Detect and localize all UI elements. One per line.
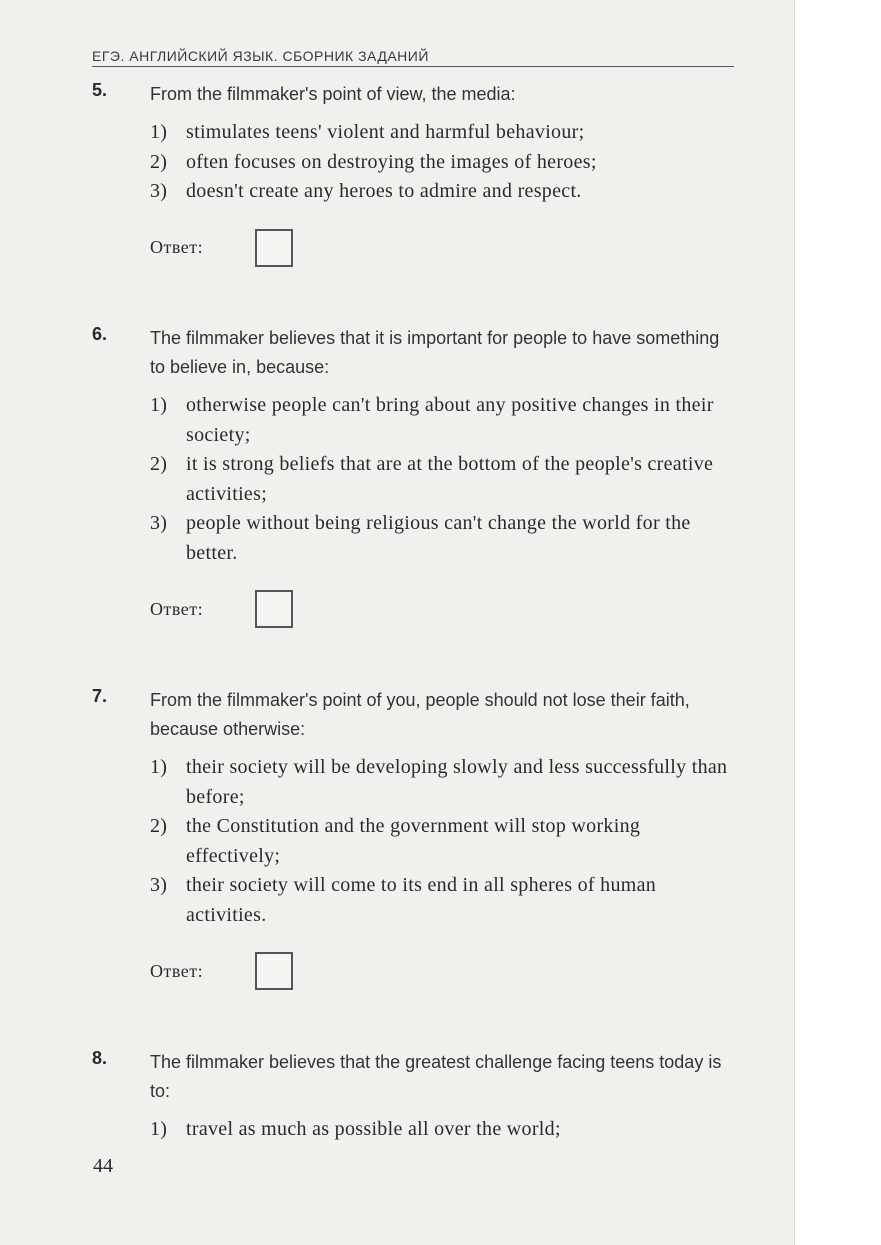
options-list: [150, 1115, 736, 1145]
answer-row: [150, 952, 736, 990]
question-8: [92, 1048, 736, 1145]
running-header: ЕГЭ. АНГЛИЙСКИЙ ЯЗЫК. СБОРНИК ЗАДАНИЙ: [92, 48, 734, 67]
question-text: From the filmmaker's point of you, people should not lose their faith, because otherwise:: [150, 690, 690, 739]
option-number: 3): [150, 180, 168, 202]
answer-label: Ответ:: [150, 237, 204, 257]
answer-row: [150, 590, 736, 628]
question-6: [92, 324, 736, 628]
option-2: [150, 450, 736, 509]
option-number: 1): [150, 121, 168, 143]
question-text: The filmmaker believes that it is important for people to have something to believe in, because:: [150, 328, 720, 377]
question-number: 7.: [92, 686, 108, 706]
option-1: [150, 391, 736, 450]
option-3: [150, 177, 736, 207]
question-text: From the filmmaker's point of view, the media:: [150, 84, 516, 104]
answer-row: [150, 229, 736, 267]
option-3: [150, 871, 736, 930]
option-text: it is strong beliefs that are at the bottom of the people's creative activities;: [186, 453, 714, 505]
option-text: otherwise people can't bring about any positive changes in their society;: [186, 394, 714, 446]
option-text: their society will be developing slowly and less successfully than before;: [186, 756, 728, 808]
question-7: [92, 686, 736, 990]
option-number: 1): [150, 394, 168, 416]
page-number: 44: [93, 1155, 113, 1177]
answer-label: Ответ:: [150, 960, 204, 981]
option-2: [150, 148, 736, 178]
question-number: 5.: [92, 80, 108, 100]
question-number: 8.: [92, 1048, 108, 1068]
option-text: people without being religious can't change the world for the better.: [186, 512, 691, 564]
option-text: doesn't create any heroes to admire and respect.: [186, 180, 582, 202]
option-number: 1): [150, 756, 168, 778]
option-1: [150, 1115, 736, 1145]
option-1: [150, 118, 736, 148]
option-text: the Constitution and the government will stop working effectively;: [186, 815, 641, 867]
answer-box[interactable]: [255, 229, 293, 267]
options-list: [150, 391, 736, 568]
option-number: 2): [150, 453, 168, 475]
option-text: their society will come to its end in all spheres of human activities.: [186, 874, 657, 926]
option-2: [150, 812, 736, 871]
question-number: 6.: [92, 324, 108, 344]
option-number: 2): [150, 815, 168, 837]
question-text: The filmmaker believes that the greatest challenge facing teens today is to:: [150, 1052, 722, 1101]
option-text: travel as much as possible all over the world;: [186, 1118, 561, 1140]
options-list: [150, 753, 736, 930]
page-right-margin: [794, 0, 881, 1245]
question-5: [92, 80, 736, 267]
answer-label: Ответ:: [150, 598, 204, 619]
option-number: 2): [150, 150, 168, 173]
option-number: 1): [150, 1118, 168, 1140]
answer-box[interactable]: [255, 590, 293, 628]
option-text: often focuses on destroying the images of heroes;: [186, 150, 597, 173]
answer-box[interactable]: [255, 952, 293, 990]
options-list: [150, 118, 736, 207]
option-text: stimulates teens' violent and harmful behaviour;: [186, 121, 585, 143]
option-3: [150, 509, 736, 568]
option-number: 3): [150, 512, 168, 534]
option-1: [150, 753, 736, 812]
option-number: 3): [150, 874, 168, 896]
